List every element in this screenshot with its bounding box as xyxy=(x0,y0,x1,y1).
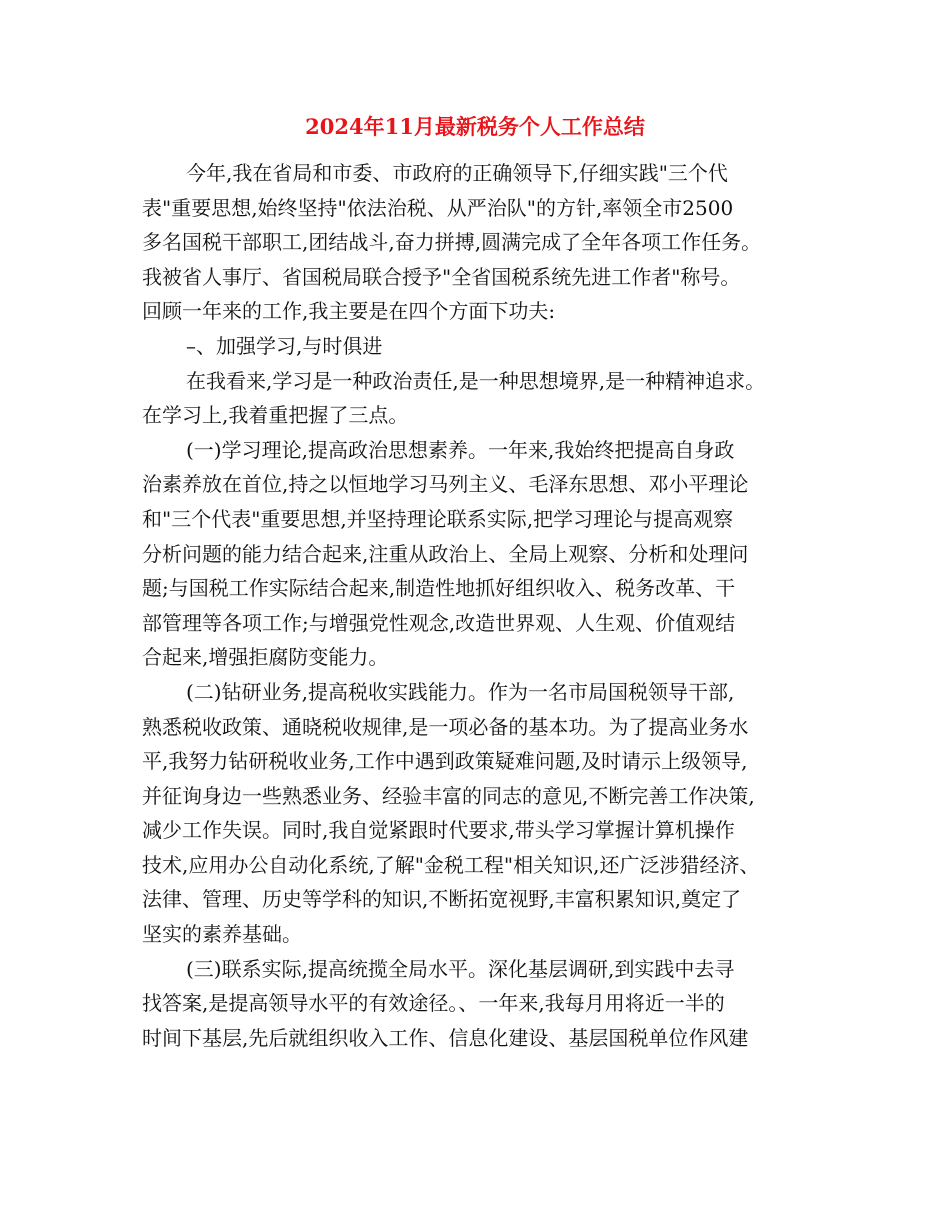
document-title: 2024年11月最新税务个人工作总结 xyxy=(305,114,645,139)
text-line: 在我看来,学习是一种政治责任,是一种思想境界,是一种精神追求。 xyxy=(186,368,766,393)
document-body xyxy=(142,156,832,1055)
text-line: –、加强学习,与时俱进 xyxy=(186,333,383,358)
text-line: 和"三个代表"重要思想,并坚持理论联系实际,把学习理论与提高观察 xyxy=(142,506,734,531)
text-line: 我被省人事厅、省国税局联合授予"全省国税系统先进工作者"称号。 xyxy=(142,264,741,289)
text-line: 合起来,增强拒腐防变能力。 xyxy=(142,645,389,670)
text-line: 减少工作失误。同时,我自觉紧跟时代要求,带头学习掌握计算机操作 xyxy=(142,818,735,843)
text-line: 坚实的素养基础。 xyxy=(142,922,302,947)
text-line: 治素养放在首位,持之以恒地学习马列主义、毛泽东思想、邓小平理论 xyxy=(142,472,749,497)
text-line: 找答案,是提高领导水平的有效途径。、一年来,我每月用将近一半的 xyxy=(142,991,725,1016)
text-line: (二)钻研业务,提高税收实践能力。作为一名市局国税领导干部, xyxy=(186,679,735,704)
text-line: 回顾一年来的工作,我主要是在四个方面下功夫: xyxy=(142,299,556,324)
text-line: 多名国税干部职工,团结战斗,奋力拼搏,圆满完成了全年各项工作任务。 xyxy=(142,230,762,255)
text-line: 分析问题的能力结合起来,注重从政治上、全局上观察、分析和处理问 xyxy=(142,541,749,566)
text-line: (一)学习理论,提高政治思想素养。一年来,我始终把提高自身政 xyxy=(186,437,735,462)
text-line: (三)联系实际,提高统揽全局水平。深化基层调研,到实践中去寻 xyxy=(186,956,735,981)
text-line: 题;与国税工作实际结合起来,制造性地抓好组织收入、税务改革、干 xyxy=(142,576,736,601)
text-line: 平,我努力钻研税收业务,工作中遇到政策疑难问题,及时请示上级领导, xyxy=(142,749,748,774)
text-line: 法律、管理、历史等学科的知识,不断拓宽视野,丰富积累知识,奠定了 xyxy=(142,887,742,912)
text-line: 技术,应用办公自动化系统,了解"金税工程"相关知识,还广泛涉猎经济、 xyxy=(142,852,760,877)
text-line: 熟悉税收政策、通晓税收规律,是一项必备的基本功。为了提高业务水 xyxy=(142,714,749,739)
text-line: 在学习上,我着重把握了三点。 xyxy=(142,403,409,428)
text-line: 时间下基层,先后就组织收入工作、信息化建设、基层国税单位作风建 xyxy=(142,1025,749,1050)
text-line: 并征询身边一些熟悉业务、经验丰富的同志的意见,不断完善工作决策, xyxy=(142,783,755,808)
text-line: 表"重要思想,始终坚持"依法治税、从严治队"的方针,率领全市2500 xyxy=(142,195,734,220)
text-line: 部管理等各项工作;与增强党性观念,改造世界观、人生观、价值观结 xyxy=(142,610,736,635)
text-line: 今年,我在省局和市委、市政府的正确领导下,仔细实践"三个代 xyxy=(186,161,728,185)
